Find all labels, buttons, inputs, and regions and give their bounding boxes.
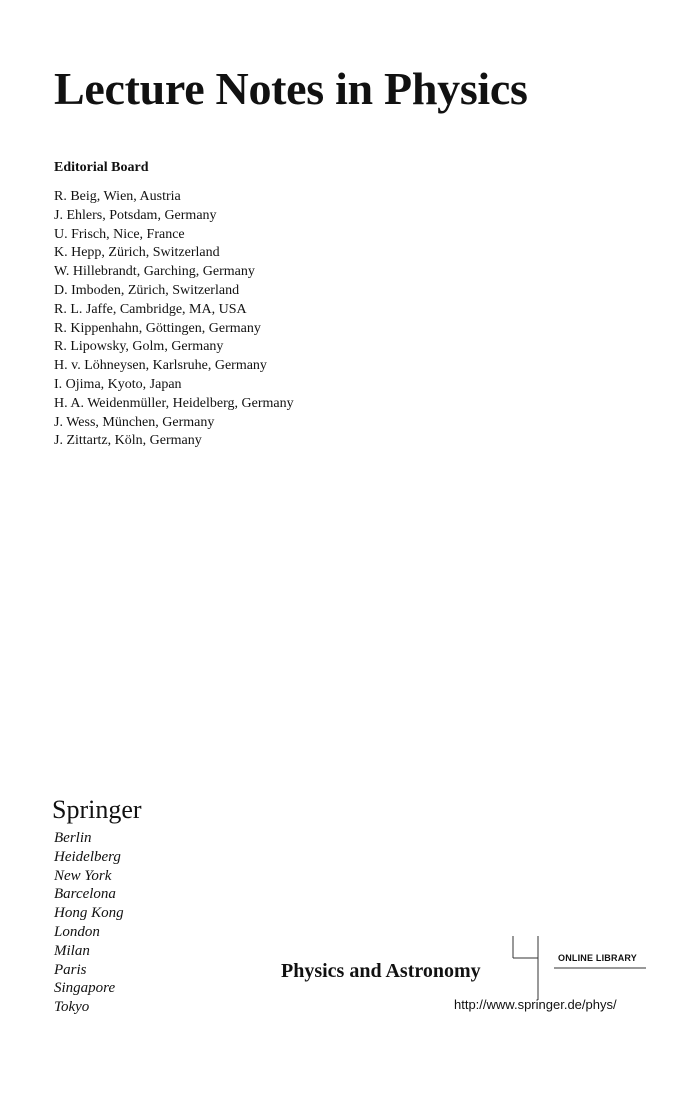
online-library-logo-icon [510,936,650,1000]
board-member: R. L. Jaffe, Cambridge, MA, USA [54,301,247,317]
city-item: Berlin [54,830,92,846]
city-item: New York [54,867,112,884]
online-library-badge: ONLINE LIBRARY [558,953,637,963]
board-member: W. Hillebrandt, Garching, Germany [54,264,255,280]
city-item: London [54,923,100,940]
city-item: Paris [54,961,87,978]
board-member: D. Imboden, Zürich, Switzerland [54,282,240,298]
publisher-url: http://www.springer.de/phys/ [454,997,617,1012]
board-member: R. Beig, Wien, Austria [54,189,181,204]
board-member: U. Frisch, Nice, France [54,226,185,242]
city-item: Barcelona [54,886,116,903]
board-member: H. v. Löhneysen, Karlsruhe, Germany [54,358,267,374]
subject-area: Physics and Astronomy [281,960,481,982]
series-title: Lecture Notes in Physics [54,63,528,114]
board-member: R. Lipowsky, Golm, Germany [54,339,224,355]
city-item: Heidelberg [54,848,121,865]
city-item: Tokyo [54,999,90,1016]
board-member: J. Wess, München, Germany [54,414,215,430]
city-item: Hong Kong [54,905,124,922]
city-item: Milan [54,942,90,959]
board-member: H. A. Weidenmüller, Heidelberg, Germany [54,395,294,411]
board-member: I. Ojima, Kyoto, Japan [54,376,182,392]
city-item: Singapore [54,980,116,997]
board-member: J. Zittartz, Köln, Germany [54,433,202,449]
board-member: K. Hepp, Zürich, Switzerland [54,245,220,261]
publisher-cities-list [54,829,124,1017]
editorial-board-heading: Editorial Board [54,160,149,175]
publisher-name: Springer [52,795,142,824]
editorial-board-list [54,188,294,451]
board-member: J. Ehlers, Potsdam, Germany [54,207,217,223]
board-member: R. Kippenhahn, Göttingen, Germany [54,320,261,336]
